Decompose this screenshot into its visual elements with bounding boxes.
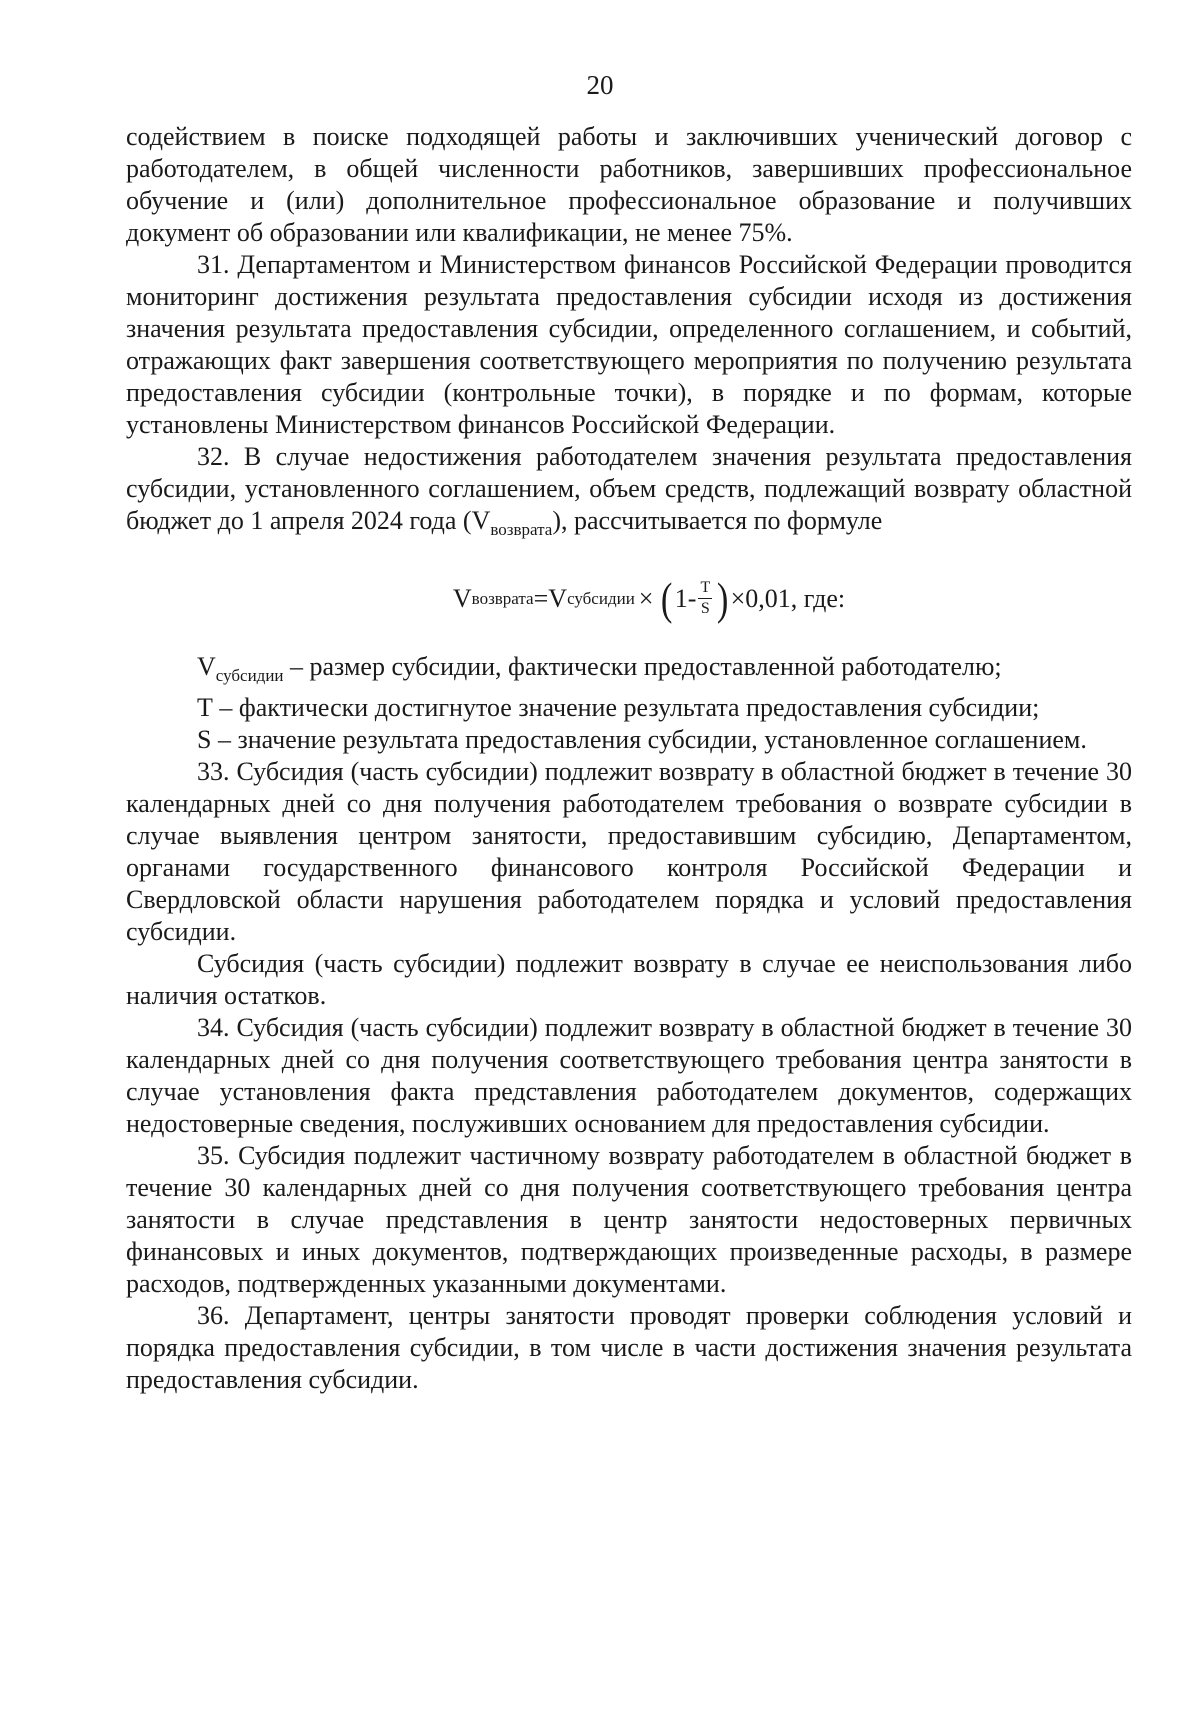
definition-text: – значение результата предоставления субсидии, установленное соглашением. — [211, 725, 1087, 754]
formula-v-subsidy: V — [548, 583, 568, 613]
definition-v-subsidy — [126, 651, 1132, 692]
formula-parenthesis-group — [659, 572, 730, 624]
paragraph-35: 35. Субсидия подлежит частичному возврату работодателем в областной бюджет в течение 30 календарных дней со дня получения соответствующего требования центра занятости в случае представления в центр занятости недостоверных первичных финансовых и иных документов, подтверждающих произведенные расходы, в размере расходов, подтвержденных указанными документами. — [126, 1141, 1132, 1298]
formula-equals: = — [533, 583, 549, 613]
definition-symbol: Т — [197, 693, 213, 722]
formula-one-minus: 1- — [674, 583, 697, 613]
definition-symbol: S — [197, 725, 212, 754]
definition-s — [126, 724, 1132, 756]
formula-denominator: S — [700, 600, 710, 617]
formula-v-return: V — [452, 583, 472, 613]
paragraph-36: 36. Департамент, центры занятости проводят проверки соблюдения условий и порядка предоставления субсидии, в том числе в части достижения значения результата предоставления субсидии. — [126, 1301, 1132, 1394]
formula-v-subsidy-sub: субсидии — [567, 589, 635, 608]
definition-symbol-sub: субсидии — [215, 666, 284, 685]
formula-times: × — [638, 583, 654, 613]
definition-symbol: V — [197, 652, 216, 681]
paragraph-31: 31. Департаментом и Министерством финансов Российской Федерации проводится мониторинг достижения результата предоставления субсидии исходя из достижения значения результата предоставления субсидии, определенного соглашением, и событий, отражающих факт завершения соответствующего мероприятия по получению результата предоставления субсидии (контрольные точки), в порядке и по формам, которые установлены Министерством финансов Российской Федерации. — [126, 250, 1132, 439]
definition-text: – фактически достигнутое значение результата предоставления субсидии; — [212, 693, 1040, 722]
formula-fraction — [698, 580, 712, 617]
formula-v-return-sub: возврата — [471, 589, 534, 608]
page-number: 20 — [586, 70, 614, 100]
formula-tail: ×0,01, где: — [730, 583, 846, 613]
formula — [126, 546, 1132, 651]
paragraph-33-subsidy-return: Субсидия (часть субсидии) подлежит возврату в случае ее неиспользования либо наличия остатков. — [126, 949, 1132, 1010]
definition-text: – размер субсидии, фактически предоставленной работодателю; — [283, 652, 1002, 681]
formula-numerator: T — [698, 580, 712, 599]
paragraph-32-text-end: ), рассчитывается по формуле — [552, 506, 883, 535]
paragraph-34: 34. Субсидия (часть субсидии) подлежит возврату в областной бюджет в течение 30 календарных дней со дня получения соответствующего требования центра занятости в случае установления факта представления работодателем документов, содержащих недостоверные сведения, послуживших основанием для предоставления субсидии. — [126, 1013, 1132, 1138]
document-body — [126, 121, 1132, 1396]
paragraph-32 — [126, 441, 1132, 546]
paragraph-32-text: 32. В случае недостижения работодателем значения результата предоставления субсидии, установленного соглашением, объем средств, подлежащий возврату областной бюджет до 1 апреля 2024 года (V — [126, 442, 1132, 535]
definition-t — [126, 692, 1132, 724]
paragraph-32-subscript: возврата — [490, 520, 553, 539]
paragraph-continuation: содействием в поиске подходящей работы и заключивших ученический договор с работодателем, в общей численности работников, завершивших профессиональное обучение и (или) дополнительное профессиональное образование и получивших документ об образовании или квалификации, не менее 75%. — [126, 122, 1132, 247]
formula-close-paren: ) — [717, 572, 729, 624]
formula-open-paren: ( — [661, 572, 673, 624]
paragraph-33: 33. Субсидия (часть субсидии) подлежит возврату в областной бюджет в течение 30 календарных дней со дня получения работодателем требования о возврате субсидии в случае выявления центром занятости, предоставившим субсидию, Департаментом, органами государственного финансового контроля Российской Федерации и Свердловской области нарушения работодателем порядка и условий предоставления субсидии. — [126, 757, 1132, 946]
